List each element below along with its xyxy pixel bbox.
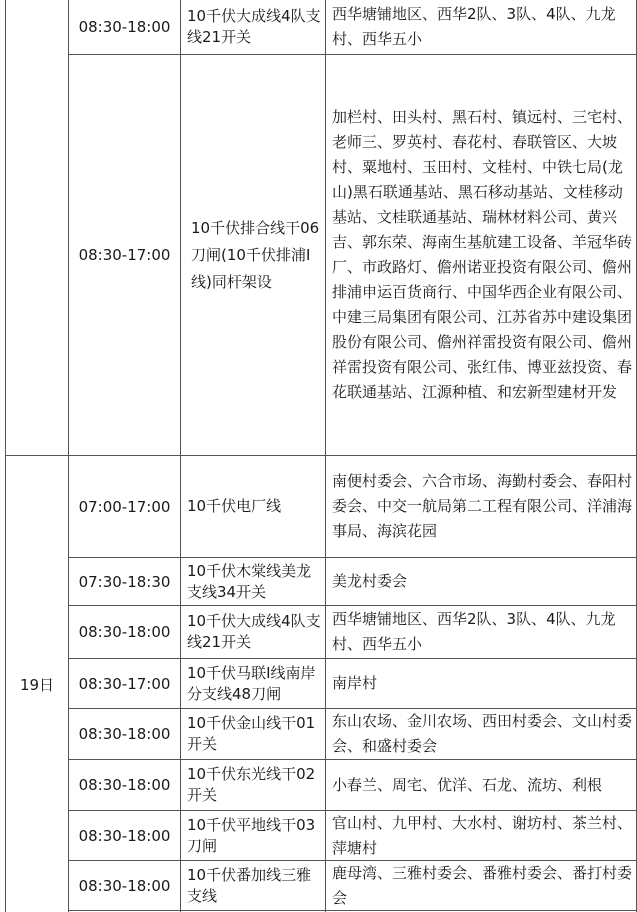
area-text: 加栏村、田头村、黑石村、镇远村、三宅村、老师三、罗英村、春花村、春联管区、大坡村、粟地村、玉田村、文桂村、中铁七局(龙山)黑石联通基站、黑石移动基站、文桂移动基站、文桂联通基站、瑞林材料公司、黄兴吉、郭东荣、海南生基航建工设备、羊冠华砖厂、市政路灯、儋州诺亚投资有限公司、儋州排浦申运百货商行、中国华西企业有限公司、中建三局集团有限公司、江苏省苏中建设集团股份有限公司、儋州祥雷投资有限公司、儋州祥雷投资有限公司、张红伟、博亚兹投资、春花联通基站、江源种植、和宏新型建材开发 (332, 108, 633, 401)
area-cell (326, 606, 636, 658)
time-text: 08:30-17:00 (78, 674, 171, 693)
area-text: 西华塘铺地区、西华2队、3队、4队、九龙村、西华五小 (332, 610, 616, 653)
area-cell (326, 0, 636, 54)
line-cell (181, 861, 325, 910)
area-text: 鹿母湾、三雅村委会、番雅村委会、番打村委会 (332, 863, 633, 907)
line-text: 10千伏大成线4队支线21开关 (187, 612, 321, 651)
area-cell (326, 861, 636, 910)
line-cell (181, 760, 325, 810)
time-text: 08:30-18:00 (78, 623, 171, 641)
line-cell (181, 606, 325, 658)
time-text: 08:30-18:00 (78, 725, 171, 743)
area-cell (326, 456, 636, 557)
time-cell (69, 558, 180, 605)
line-text: 10千伏番加线三雅支线 (187, 865, 312, 905)
line-text: 10千伏金山线干01开关 (187, 714, 316, 753)
area-text: 官山村、九甲村、大水村、谢坊村、茶兰村、萍塘村 (332, 813, 633, 857)
time-cell (69, 55, 180, 455)
time-cell (69, 760, 180, 810)
area-text: 西华塘铺地区、西华2队、3队、4队、九龙村、西华五小 (332, 5, 616, 48)
time-cell (69, 456, 180, 557)
time-cell (69, 811, 180, 860)
area-cell (326, 659, 636, 708)
area-text: 小春兰、周宅、优洋、石龙、流坊、利根 (332, 775, 603, 794)
line-text: 10千伏排合线干06刀闸(10千伏排浦I线)同杆架设 (191, 218, 320, 291)
line-text: 10千伏大成线4队支线21开关 (187, 7, 321, 46)
area-cell (326, 811, 636, 860)
area-text: 南便村委会、六合市场、海勤村委会、春阳村委会、中交一航局第二工程有限公司、洋浦海事局、海滨花园 (332, 472, 633, 540)
line-text: 10千伏电厂线 (187, 497, 282, 515)
line-cell (181, 0, 325, 54)
time-text: 08:30-18:00 (78, 776, 171, 794)
line-cell (181, 456, 325, 557)
line-text: 10千伏马联I线南岸分支线48刀闸 (187, 663, 316, 703)
line-cell (181, 811, 325, 860)
time-text: 08:30-18:00 (78, 876, 171, 895)
time-cell (69, 0, 180, 54)
time-cell (69, 659, 180, 708)
time-text: 08:30-18:00 (78, 826, 171, 845)
line-cell (181, 55, 325, 455)
area-cell (326, 558, 636, 605)
line-text: 10千伏平地线干03刀闸 (187, 815, 316, 855)
day-label: 19日 (19, 675, 55, 694)
area-cell (326, 760, 636, 810)
time-text: 07:00-17:00 (78, 497, 171, 516)
line-text: 10千伏东光线干02开关 (187, 765, 316, 804)
line-cell (181, 659, 325, 708)
line-cell (181, 558, 325, 605)
area-text: 南岸村 (332, 674, 378, 692)
area-text: 美龙村委会 (332, 572, 408, 590)
line-cell (181, 709, 325, 759)
time-text: 08:30-18:00 (78, 18, 171, 36)
area-cell (326, 709, 636, 759)
day-cell (6, 456, 68, 912)
area-text: 东山农场、金川农场、西田村委会、文山村委会、和盛村委会 (332, 712, 633, 755)
area-cell (326, 55, 636, 455)
time-text: 08:30-17:00 (78, 246, 171, 264)
time-cell (69, 861, 180, 910)
line-text: 10千伏木棠线美龙支线34开关 (187, 561, 312, 601)
time-text: 07:30-18:30 (78, 572, 171, 591)
time-cell (69, 606, 180, 658)
time-cell (69, 709, 180, 759)
